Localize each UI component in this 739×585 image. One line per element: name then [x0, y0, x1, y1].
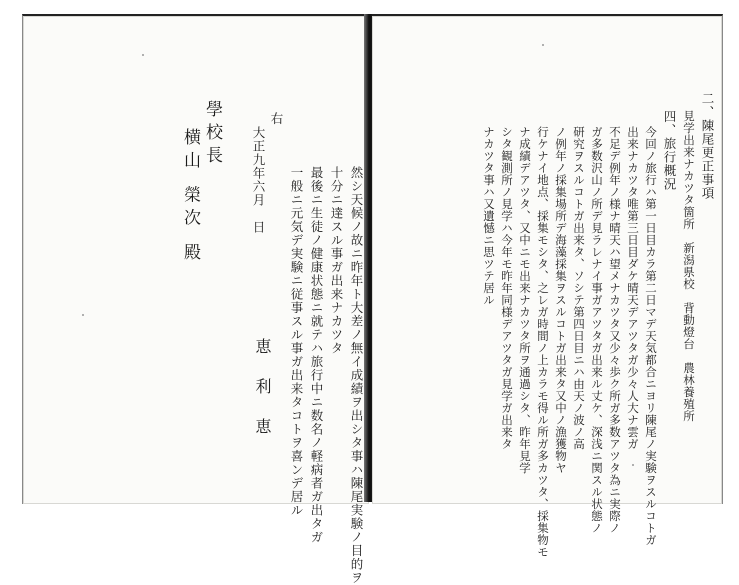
addressee-title: 學校長: [202, 100, 222, 169]
text-column: 十分ニ達スル事ガ出来ナカツタ: [329, 166, 344, 355]
left-page: [22, 14, 369, 585]
addressee-name: 横山 榮次 殿: [180, 128, 200, 266]
signer-name: 恵利恵: [253, 338, 272, 458]
text-column: ノ例年ノ採集場所デ海藻採集ヲスルコトガ出来タ又中ノ漁獲物ヤ: [554, 126, 568, 474]
text-column: シタ観測所ノ見学ハ今年モ昨年同様デアツタガ見学ガ出来タ: [500, 126, 514, 450]
date-line: 大正九年六月 日: [251, 126, 266, 234]
paper-speck: [542, 44, 544, 46]
text-column: 今回ノ旅行ハ第一日目カラ第二日マデ天気都合ニヨリ陳尾ノ実験ヲスルコトガ: [644, 126, 658, 546]
paper-speck: [632, 464, 634, 466]
document-spread: [22, 14, 722, 585]
text-column: ナカツタ事ハ又遺憾ニ思ツテ居ル: [482, 126, 496, 306]
text-column: 出来ナカツタ唯第三日目ダケ晴天デアツタガ少々人大ナ雲ガ: [626, 126, 640, 450]
text-column: ガ多数沢山ノ所デ見ラレナイ事ガアツタガ出来ル丈ケ、深浅ニ関スル状態ノ: [590, 126, 604, 534]
text-column: 見学出来ナカツタ箇所 新潟県校 背動燈台 農林養殖所: [682, 110, 696, 422]
text-column: 行ケナイ地点、採集モシタ、之レガ時間ノ上カラモ得ル所ガ多カツタ、採集物モ: [536, 126, 550, 558]
closing-mark: 右: [269, 112, 284, 126]
paper-speck: [82, 314, 84, 316]
text-column: 一般ニ元気デ実験ニ従事スル事ガ出来タコトヲ喜ンデ居ル: [289, 166, 304, 517]
text-column: 然シ天候ノ故ニ昨年ト大差ノ無イ成績ヲ出シタ事ハ陳尾実験ノ目的ヲ: [349, 166, 364, 585]
text-column: 最後ニ生徒ノ健康状態ニ就テハ旅行中ニ数名ノ軽病者ガ出タガ: [309, 166, 324, 544]
text-column: 不足デ例年ノ様ナ晴天ハ望メナカツタ又少々歩ク所ガ多数アツタ為ニ実際ノ: [608, 126, 622, 534]
section-heading: 二、陳尾更正事項: [700, 92, 715, 200]
paper-speck: [142, 54, 144, 56]
text-column: ナ成績デアツタ、又中ニモ出来ナカツタ所ヲ通過シタ、昨年見学: [518, 126, 532, 474]
right-page: [372, 14, 723, 558]
text-column: 研究ヲスルコトガ出来タ、ソシテ第四日目ニハ由天ノ波ノ高: [572, 126, 586, 450]
section-heading: 四、旅行概況: [662, 110, 677, 191]
